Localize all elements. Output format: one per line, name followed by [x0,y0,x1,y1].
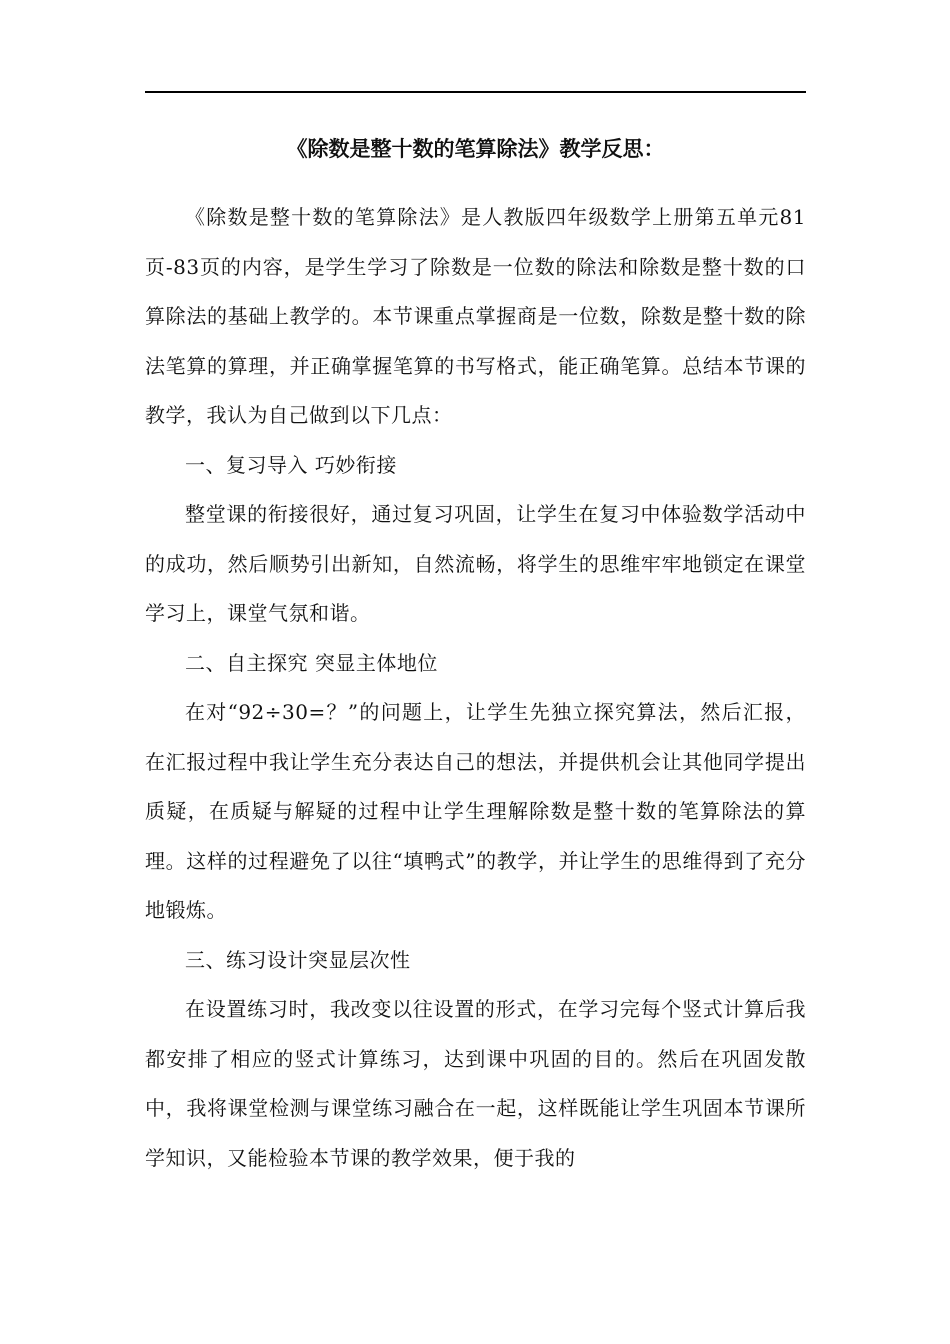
section-heading-2: 二、自主探究 突显主体地位 [185,650,438,675]
section-1-paragraph: 整堂课的衔接很好，通过复习巩固，让学生在复习中体验数学活动中的成功，然后顺势引出新知，自然流畅，将学生的思维牢牢地锁定在课堂学习上，课堂气氛和谐。 [145,502,806,625]
header-rule [145,91,806,93]
document-body [145,193,806,1183]
section-heading-3: 三、练习设计突显层次性 [185,947,411,972]
section-heading-1: 一、复习导入 巧妙衔接 [185,452,397,477]
section-2-paragraph: 在对“92÷30=？”的问题上，让学生先独立探究算法，然后汇报，在汇报过程中我让学生充分表达自己的想法，并提供机会让其他同学提出质疑，在质疑与解疑的过程中让学生理解除数是整十数的笔算除法的算理。这样的过程避免了以往“填鸭式”的教学，并让学生的思维得到了充分地锻炼。 [145,700,806,922]
intro-paragraph: 《除数是整十数的笔算除法》是人教版四年级数学上册第五单元81页-83页的内容，是学生学习了除数是一位数的除法和除数是整十数的口算除法的基础上教学的。本节课重点掌握商是一位数，除数是整十数的除法笔算的算理，并正确掌握笔算的书写格式，能正确笔算。总结本节课的教学，我认为自己做到以下几点： [145,205,806,427]
document-title: 《除数是整十数的笔算除法》教学反思： [286,137,665,161]
section-3-paragraph: 在设置练习时，我改变以往设置的形式，在学习完每个竖式计算后我都安排了相应的竖式计算练习，达到课中巩固的目的。然后在巩固发散中，我将课堂检测与课堂练习融合在一起，这样既能让学生巩固本节课所学知识，又能检验本节课的教学效果，便于我的 [145,997,806,1170]
